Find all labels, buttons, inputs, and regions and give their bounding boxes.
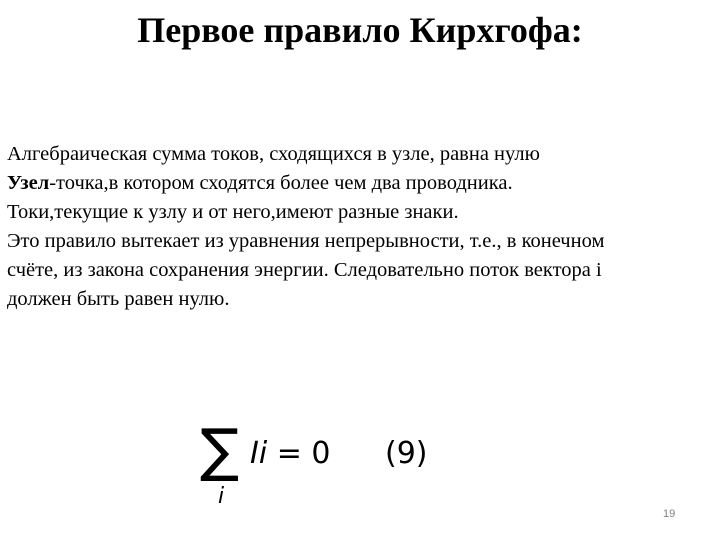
index-variable: i (258, 436, 268, 471)
kirchhoff-formula (200, 415, 460, 515)
formula-expression (250, 436, 331, 472)
text-line-3: Токи,текущие к узлу и от него,имеют разные знаки. (7, 201, 459, 223)
equals-zero: = 0 (267, 436, 331, 471)
term-node: Узел (7, 172, 50, 194)
summation-symbol: ∑ (200, 416, 240, 484)
summation-index: i (218, 484, 225, 509)
slide-title: Первое правило Кирхгофа: (137, 10, 583, 50)
term-node-definition: -точка,в котором сходятся более чем два проводника. (49, 172, 513, 194)
text-line-6: должен быть равен нулю. (7, 288, 230, 310)
text-line-5: счёте, из закона сохранения энергии. Следовательно поток вектора i (7, 259, 602, 281)
current-variable: I (250, 436, 259, 471)
page-number: 19 (663, 508, 676, 520)
text-line-1: Алгебраическая сумма токов, сходящихся в узле, равна нулю (7, 143, 540, 165)
equation-number: (9) (385, 436, 428, 471)
text-line-2 (7, 169, 719, 198)
body-text (7, 140, 719, 314)
text-line-4: Это правило вытекает из уравнения непрерывности, т.е., в конечном (7, 230, 605, 252)
